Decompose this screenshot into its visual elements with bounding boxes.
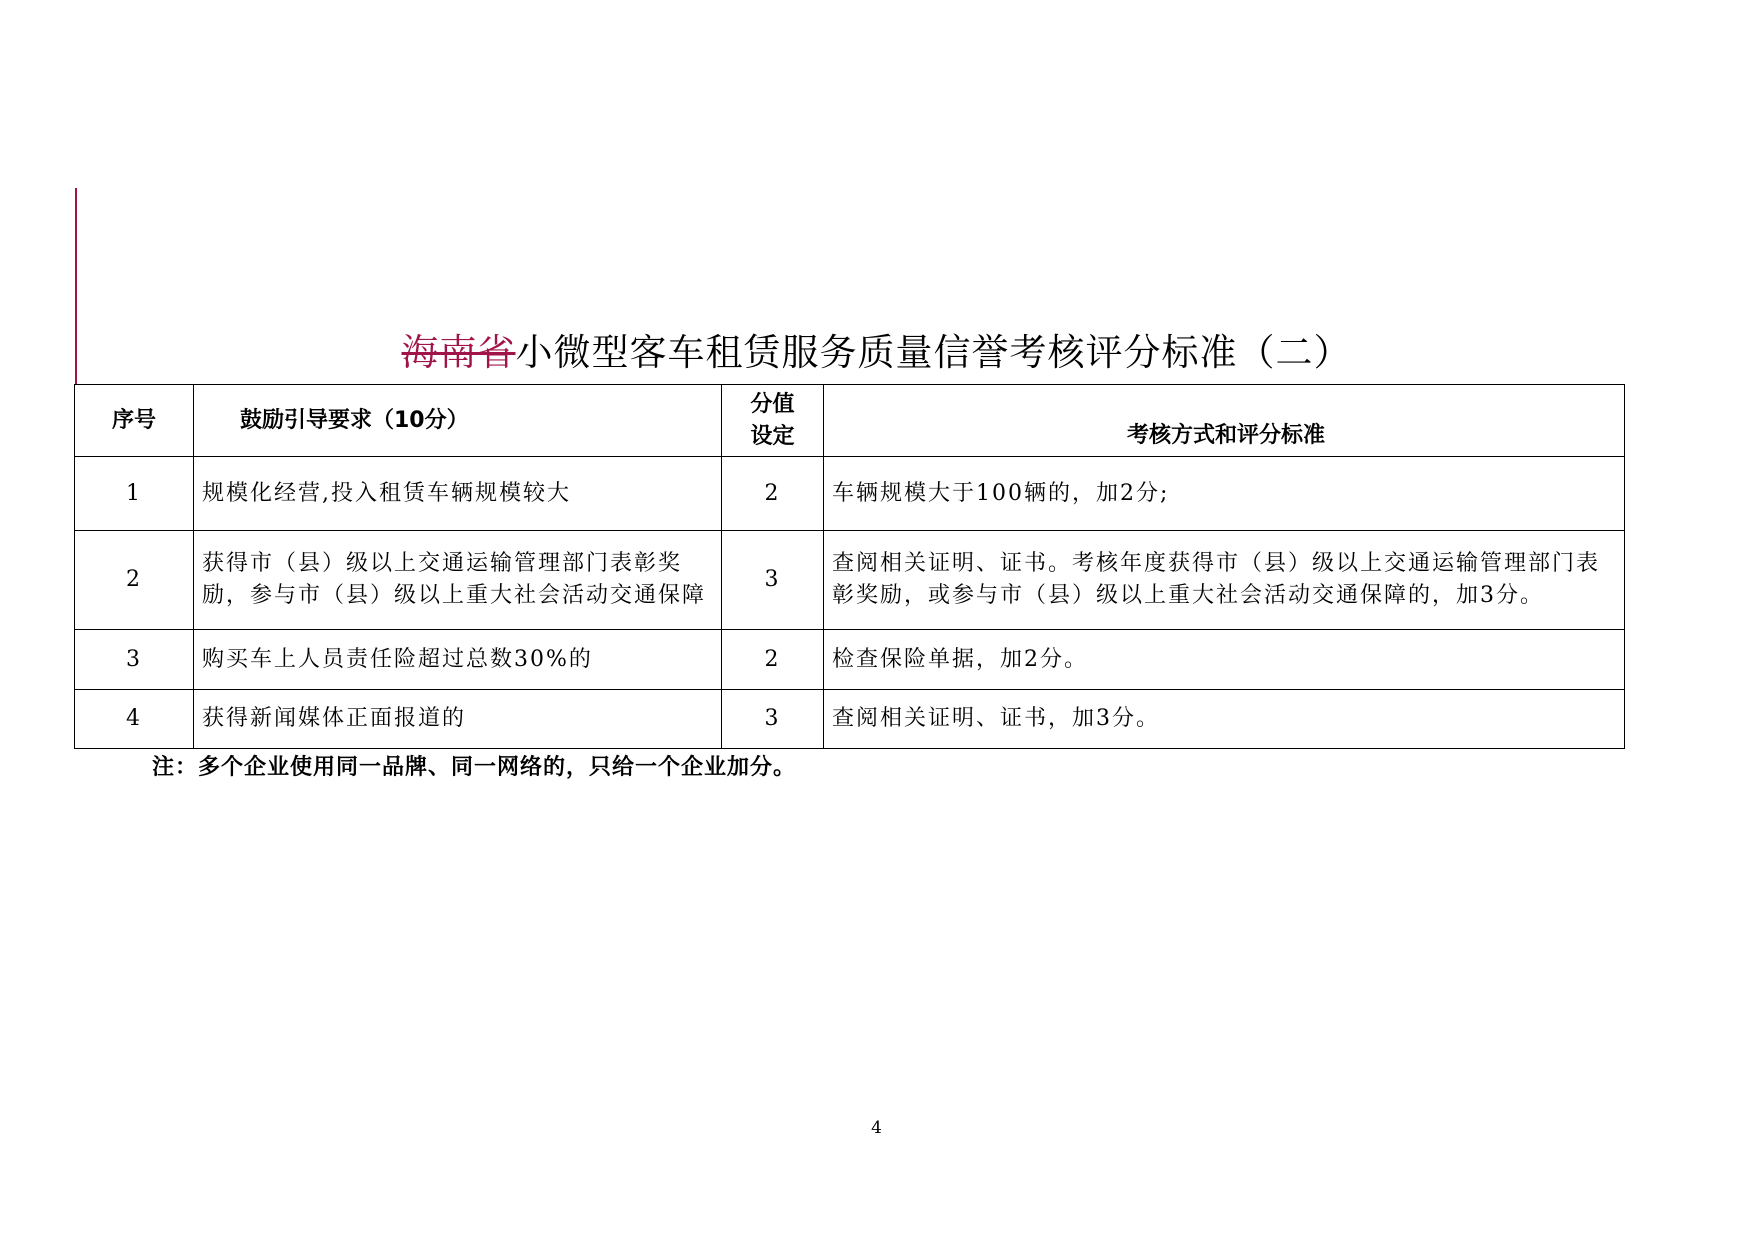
row-no: 3 [75,630,194,690]
header-points-line1: 分值 [750,391,795,417]
row-requirement: 获得新闻媒体正面报道的 [194,690,722,749]
row-no: 1 [75,457,194,531]
row-no: 2 [75,531,194,630]
row-points: 3 [722,531,824,630]
row-standard: 查阅相关证明、证书，加3分。 [824,690,1625,749]
table-row [75,630,1625,690]
row-requirement: 购买车上人员责任险超过总数30%的 [194,630,722,690]
title-struck-text: 海南省 [401,331,516,374]
row-points: 3 [722,690,824,749]
header-points-line2: 设定 [750,423,795,449]
row-standard: 查阅相关证明、证书。考核年度获得市（县）级以上交通运输管理部门表彰奖励，或参与市（县）级以上重大社会活动交通保障的，加3分。 [824,531,1625,630]
row-points: 2 [722,630,824,690]
header-standard: 考核方式和评分标准 [824,385,1625,457]
table-row [75,457,1625,531]
document-title [0,330,1753,376]
table-header-row [75,385,1625,457]
header-no: 序号 [75,385,194,457]
row-standard: 车辆规模大于100辆的，加2分; [824,457,1625,531]
header-requirement: 鼓励引导要求（10分） [194,385,722,457]
row-requirement: 获得市（县）级以上交通运输管理部门表彰奖励，参与市（县）级以上重大社会活动交通保障 [194,531,722,630]
table-row [75,531,1625,630]
row-points: 2 [722,457,824,531]
table-footnote: 注：多个企业使用同一品牌、同一网络的，只给一个企业加分。 [152,755,797,780]
row-requirement: 规模化经营,投入租赁车辆规模较大 [194,457,722,531]
title-main-text: 小微型客车租赁服务质量信誉考核评分标准（二） [515,331,1352,374]
header-points [722,385,824,457]
row-no: 4 [75,690,194,749]
row-standard: 检查保险单据，加2分。 [824,630,1625,690]
table-row [75,690,1625,749]
scoring-table [74,384,1625,749]
page-number: 4 [871,1118,882,1138]
